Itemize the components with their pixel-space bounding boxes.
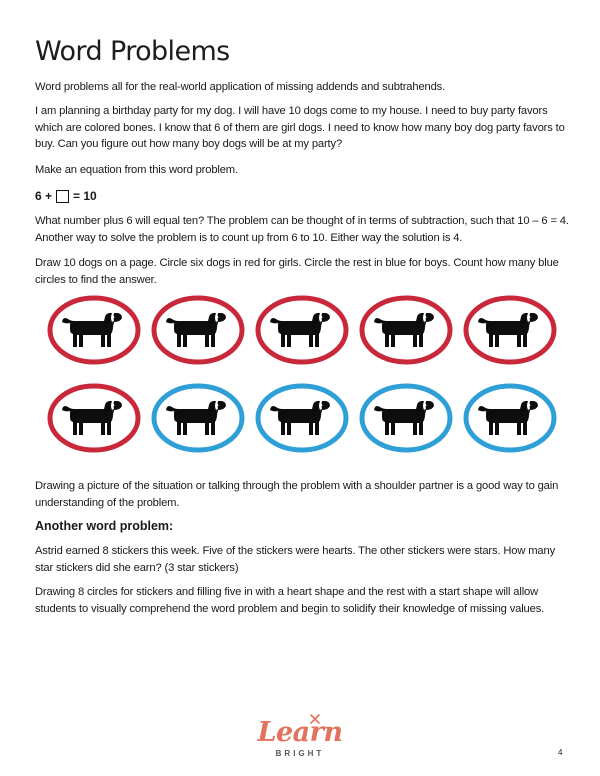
circled-dog-10 — [462, 382, 558, 454]
intro-paragraph: Word problems all for the real-world application of missing addends and subtrahends. — [35, 81, 446, 93]
equation-right: = 10 — [73, 189, 97, 203]
circled-dog-3 — [254, 294, 350, 366]
circled-dog-2 — [150, 294, 246, 366]
make-equation-paragraph: Make an equation from this word problem. — [35, 164, 238, 176]
circled-dogs-illustration — [46, 290, 558, 452]
logo-word: Learn — [257, 717, 343, 748]
page-number: 4 — [558, 748, 563, 757]
another-problem-heading: Another word problem: — [35, 519, 174, 533]
missing-value-box — [56, 190, 69, 203]
equation — [35, 189, 97, 203]
dog-icon — [166, 401, 226, 435]
explanation-paragraph: What number plus 6 will equal ten? The problem can be thought of in terms of subtraction, such that 10 – 6 = 4. Another way to solve the problem is to count up from 6 to 10. Either way the solution is 4. — [35, 215, 569, 244]
logo-subtitle: BRIGHT — [275, 749, 325, 758]
drawing-tip-paragraph: Drawing a picture of the situation or talking through the problem with a shoulder partner is a good way to gain understanding of the problem. — [35, 480, 559, 509]
circled-dog-1 — [46, 294, 142, 366]
dog-icon — [166, 313, 226, 347]
learn-bright-logo — [248, 718, 352, 766]
equation-left: 6 + — [35, 189, 53, 203]
circled-dog-8 — [254, 382, 350, 454]
dog-icon — [62, 401, 122, 435]
circled-dog-5 — [462, 294, 558, 366]
dog-icon — [374, 313, 434, 347]
dog-icon — [62, 313, 122, 347]
dog-icon — [374, 401, 434, 435]
circled-dog-7 — [150, 382, 246, 454]
circled-dog-4 — [358, 294, 454, 366]
draw-instructions-paragraph: Draw 10 dogs on a page. Circle six dogs in red for girls. Circle the rest in blue for boys. Count how many blue circles to find the answer. — [35, 257, 559, 286]
party-problem-paragraph: I am planning a birthday party for my dog. I will have 10 dogs come to my house. I need to buy party favors which are colored bones. I know that 6 of them are girl dogs. I need to know how many boy dog party favors to buy. Can you figure out how many boy dogs will be at my party? — [35, 105, 565, 150]
page-title: Word Problems — [35, 36, 230, 67]
dog-icon — [478, 313, 538, 347]
circled-dog-9 — [358, 382, 454, 454]
drawing-circles-paragraph: Drawing 8 circles for stickers and filling five in with a heart shape and the rest with a start shape will allow students to visually comprehend the word problem and begin to solidify their knowledge of missing values. — [35, 586, 545, 615]
dog-icon — [478, 401, 538, 435]
dog-icon — [270, 401, 330, 435]
circled-dog-6 — [46, 382, 142, 454]
astrid-problem-paragraph: Astrid earned 8 stickers this week. Five of the stickers were hearts. The other stickers were stars. How many star stickers did she earn? (3 star stickers) — [35, 545, 556, 574]
dog-icon — [270, 313, 330, 347]
